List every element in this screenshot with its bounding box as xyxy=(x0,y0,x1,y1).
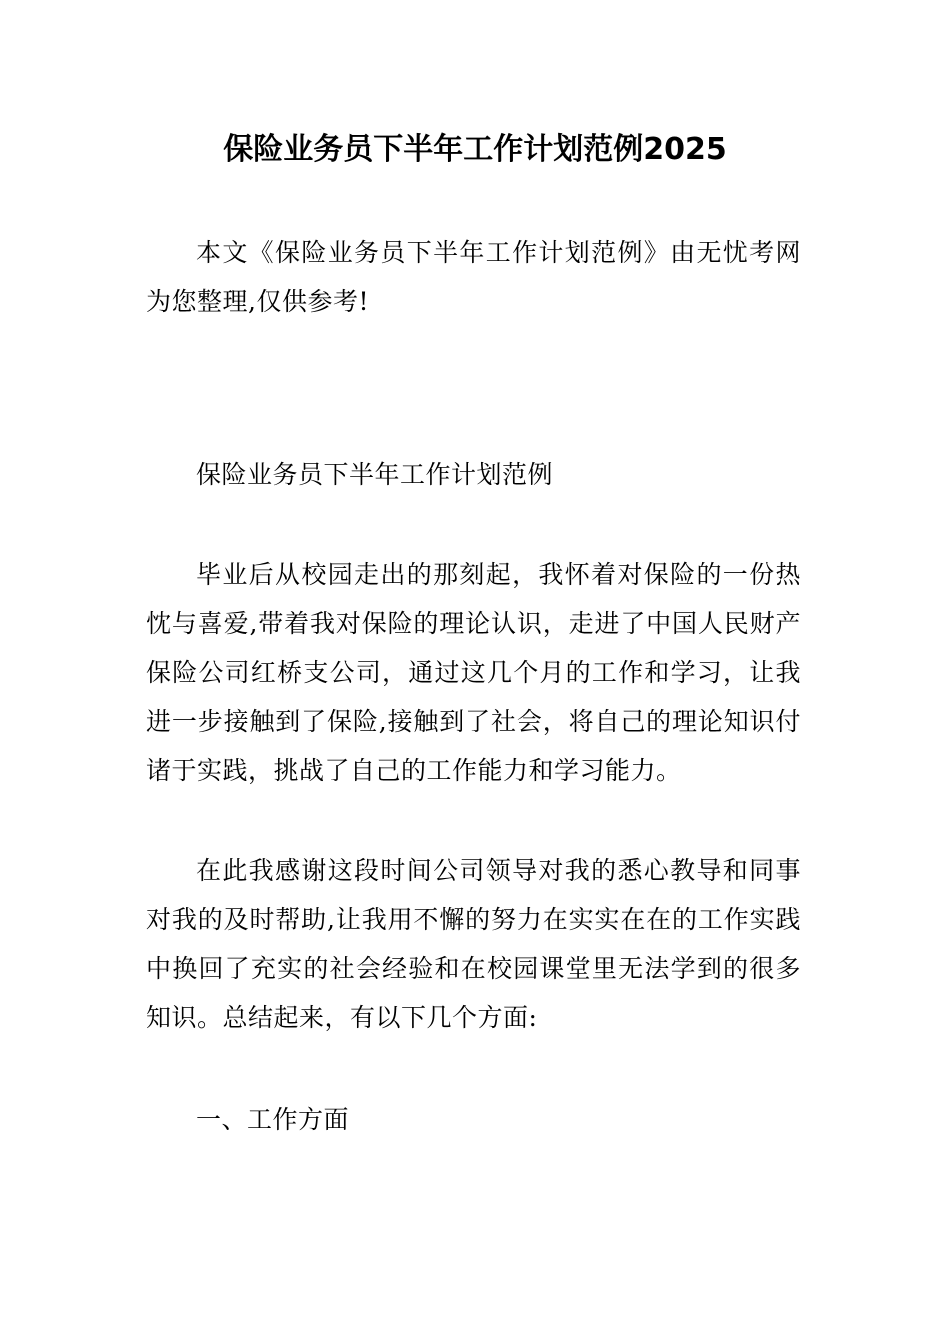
section-heading: 一、工作方面 xyxy=(196,1105,350,1134)
intro-paragraph: 本文《保险业务员下半年工作计划范例》由无忧考网为您整理,仅供参考! xyxy=(146,238,801,316)
body-paragraph: 毕业后从校园走出的那刻起，我怀着对保险的一份热忱与喜爱,带着我对保险的理论认识，走进了中国人民财产保险公司红桥支公司，通过这几个月的工作和学习，让我进一步接触到了保险,接触到了社会，将自己的理论知识付诸于实践，挑战了自己的工作能力和学习能力。 xyxy=(146,560,801,785)
document-title: 保险业务员下半年工作计划范例2025 xyxy=(223,132,727,167)
subtitle-paragraph: 保险业务员下半年工作计划范例 xyxy=(196,460,554,489)
body-paragraph: 在此我感谢这段时间公司领导对我的悉心教导和同事对我的及时帮助,让我用不懈的努力在实实在在的工作实践中换回了充实的社会经验和在校园课堂里无法学到的很多知识。总结起来，有以下几个方面: xyxy=(146,856,801,1032)
